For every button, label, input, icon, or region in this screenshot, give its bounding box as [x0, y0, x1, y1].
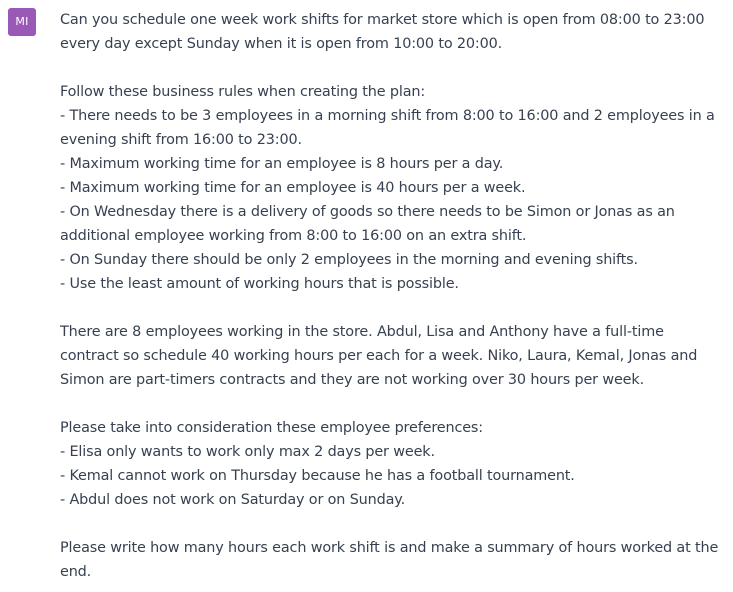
message-line: evening shift from 16:00 to 23:00.	[60, 132, 302, 148]
message-line: end.	[60, 564, 92, 580]
message-paragraph-preferences	[60, 416, 725, 512]
message-line: Simon are part-timers contracts and they are not working over 30 hours per week.	[60, 372, 644, 388]
message-line: - Maximum working time for an employee is 40 hours per a week.	[60, 180, 526, 196]
message-line: There are 8 employees working in the store. Abdul, Lisa and Anthony have a full-time	[60, 324, 664, 340]
message-line: - Use the least amount of working hours that is possible.	[60, 276, 459, 292]
message-paragraph-business-rules	[60, 80, 725, 296]
message-line: Please write how many hours each work shift is and make a summary of hours worked at the	[60, 540, 719, 556]
message-paragraph-employees	[60, 320, 725, 392]
message-paragraph-request	[60, 536, 725, 584]
message-paragraph-opening-hours	[60, 8, 725, 56]
message-line: - On Wednesday there is a delivery of goods so there needs to be Simon or Jonas as an	[60, 204, 675, 220]
message-line: every day except Sunday when it is open from 10:00 to 20:00.	[60, 36, 503, 52]
message-content	[60, 8, 725, 584]
message-line: Follow these business rules when creating the plan:	[60, 84, 426, 100]
message-line: - Abdul does not work on Saturday or on Sunday.	[60, 492, 406, 508]
message-line: - Elisa only wants to work only max 2 days per week.	[60, 444, 435, 460]
message-line: Can you schedule one week work shifts for market store which is open from 08:00 to 23:00	[60, 12, 705, 28]
message-line: additional employee working from 8:00 to 16:00 on an extra shift.	[60, 228, 527, 244]
message-line: - Kemal cannot work on Thursday because he has a football tournament.	[60, 468, 575, 484]
message-line: contract so schedule 40 working hours per each for a week. Niko, Laura, Kemal, Jonas and	[60, 348, 698, 364]
message-line: Please take into consideration these employee preferences:	[60, 420, 483, 436]
message-line: - On Sunday there should be only 2 employees in the morning and evening shifts.	[60, 252, 638, 268]
user-avatar: MI	[8, 8, 36, 36]
message-line: - There needs to be 3 employees in a morning shift from 8:00 to 16:00 and 2 employees in a	[60, 108, 715, 124]
message-line: - Maximum working time for an employee is 8 hours per a day.	[60, 156, 504, 172]
